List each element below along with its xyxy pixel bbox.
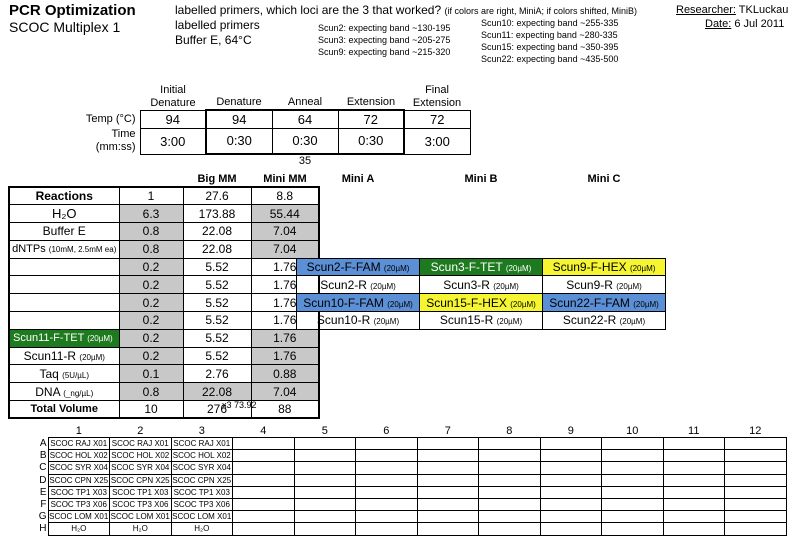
plate-well <box>602 511 664 523</box>
mini-row <box>297 258 666 276</box>
mix-cell: 0.2 <box>119 258 183 276</box>
mix-row <box>9 205 319 223</box>
plate-well: SCOC TP1 X03 <box>110 486 172 498</box>
plate-row-label: C <box>39 462 47 474</box>
plate-row <box>36 462 786 474</box>
page-title: PCR Optimization <box>9 2 136 19</box>
plate-well <box>602 462 664 474</box>
plate-well <box>663 450 725 462</box>
plate-well: SCOC RAJ X01 <box>171 438 233 450</box>
plate-well: SCOC HOL X02 <box>49 451 108 461</box>
plate-row-label: E <box>39 486 47 498</box>
plate-well: SCOC LOM X01 <box>172 512 232 522</box>
plate-well <box>417 474 479 486</box>
cycle-header-initial-denature: Initial Denature <box>150 83 196 109</box>
plate-well <box>540 511 602 523</box>
plate-row <box>36 511 786 523</box>
plate-col-header: 6 <box>383 425 390 437</box>
plate-col-header: 3 <box>198 425 205 437</box>
plate-well <box>417 498 479 510</box>
plate-well <box>417 523 479 535</box>
mini-cell: Scun2-R (20µM) <box>297 276 420 294</box>
plate-well: SCOC TP3 X06 <box>171 498 233 510</box>
mix-row <box>9 187 319 205</box>
plate-well <box>233 462 295 474</box>
plate-well: SCOC SYR X04 <box>49 463 108 473</box>
plate-well: H₂O <box>110 523 172 535</box>
plate-well: SCOC HOL X02 <box>111 451 170 461</box>
expectation-scun9: Scun9: expecting band ~215-320 <box>318 47 451 57</box>
plate-well <box>479 450 541 462</box>
expectations-left <box>318 22 450 58</box>
cycle-temp-row <box>72 110 470 128</box>
plate-row <box>36 486 786 498</box>
plate-well <box>540 462 602 474</box>
mini-cell: Scun9-R (20µM) <box>543 276 666 294</box>
plate-well <box>479 462 541 474</box>
mix-cell: 1.76 <box>251 276 319 294</box>
buffer-line: Buffer E, 64°C <box>175 33 252 47</box>
mini-cell: Scun10-F-FAM (20µM) <box>297 294 420 312</box>
plate-well <box>479 523 541 535</box>
plate-well <box>725 523 787 535</box>
plate-col-header: 4 <box>260 425 267 437</box>
plate-well <box>540 523 602 535</box>
plate-well: SCOC CPN X25 <box>49 475 109 485</box>
plate-well <box>294 450 356 462</box>
mix-cell: 0.2 <box>119 329 183 347</box>
expectations-right <box>481 17 618 65</box>
plate-well: SCOC TP3 X06 <box>48 498 110 510</box>
plate-well <box>479 498 541 510</box>
mix-cell: 0.2 <box>119 276 183 294</box>
mini-c-header: Mini C <box>587 173 621 185</box>
mix-row <box>9 294 319 312</box>
plate-well <box>356 438 418 450</box>
date-label: Date: <box>705 18 732 30</box>
mini-cell: Scun3-F-TET (20µM) <box>420 258 543 276</box>
expectation-scun3: Scun3: expecting band ~205-275 <box>318 35 451 45</box>
mix-cell: 5.52 <box>183 312 251 330</box>
plate-col-header: 9 <box>567 425 574 437</box>
plate-well <box>417 450 479 462</box>
plate-well <box>356 498 418 510</box>
temp-label: Temp (°C) <box>85 112 136 125</box>
plate-well <box>294 474 356 486</box>
plate-well <box>417 462 479 474</box>
temp-value: 94 <box>140 110 206 128</box>
plate-well <box>725 486 787 498</box>
plate-well <box>294 523 356 535</box>
plate-row-label: A <box>39 438 47 450</box>
plate-col-header: 8 <box>506 425 513 437</box>
plate-well <box>233 511 295 523</box>
mix-cell: 0.88 <box>251 365 319 383</box>
mix-cell: 22.08 <box>183 383 251 401</box>
mix-cell: 7.04 <box>251 223 319 241</box>
plate-well <box>602 438 664 450</box>
plate-header-row <box>36 425 786 438</box>
time-value: 0:30 <box>206 128 272 154</box>
mini-cell: Scun3-R (20µM) <box>420 276 543 294</box>
plate-row <box>36 498 786 510</box>
plate-well <box>294 486 356 498</box>
plate-well <box>356 486 418 498</box>
plate-well: SCOC TP1 X03 <box>171 486 233 498</box>
plate-well: SCOC LOM X01 <box>49 512 109 522</box>
plate-well <box>233 474 295 486</box>
mix-row-label: dNTPs (10mM, 2.5mM ea) <box>9 240 119 258</box>
mix-row <box>9 258 319 276</box>
cycle-time-row <box>72 128 470 154</box>
mini-cell: Scun22-R (20µM) <box>543 312 666 330</box>
mix-row-label <box>9 258 119 276</box>
plate-well <box>233 486 295 498</box>
plate-col-header: 5 <box>321 425 328 437</box>
plate-col-header: 12 <box>749 425 762 437</box>
mix-cell: 6.3 <box>119 205 183 223</box>
mix-row-label: Taq (5U/µL) <box>9 365 119 383</box>
mix-cell: 2.76 <box>183 365 251 383</box>
mini-row <box>297 276 666 294</box>
plate-well <box>602 486 664 498</box>
plate-col-header: 10 <box>626 425 639 437</box>
plate-well: SCOC TP3 X06 <box>110 498 172 510</box>
mix-cell: 173.88 <box>183 205 251 223</box>
question-note: (if colors are right, MiniA; if colors shifted, MiniB) <box>444 6 638 16</box>
mix-row-label: H₂O <box>9 205 119 223</box>
researcher <box>676 4 788 16</box>
mini-cell: Scun15-F-HEX (20µM) <box>420 294 543 312</box>
mix-header-row <box>9 171 319 187</box>
time-value: 3:00 <box>140 128 206 154</box>
plate-well <box>479 474 541 486</box>
mix-row-label <box>9 276 119 294</box>
plate-row-label: H <box>39 523 47 535</box>
plate-well: SCOC SYR X04 <box>111 463 170 473</box>
time-value: 0:30 <box>338 128 404 154</box>
mini-cell: Scun15-R (20µM) <box>420 312 543 330</box>
time-value: 3:00 <box>404 128 470 154</box>
mix-cell: 1.76 <box>251 294 319 312</box>
mix-row <box>9 223 319 241</box>
mix-cell: 0.8 <box>119 240 183 258</box>
expectation-scun11: Scun11: expecting band ~280-335 <box>481 30 618 40</box>
mix-cell: 22.08 <box>183 240 251 258</box>
plate-well <box>356 523 418 535</box>
mix-cell: 5.52 <box>183 258 251 276</box>
mix-cell: 5.52 <box>183 294 251 312</box>
time-label: Time (mm:ss) <box>95 128 136 153</box>
temp-value: 94 <box>206 110 272 128</box>
mix-row <box>9 401 319 419</box>
plate-well: SCOC RAJ X01 <box>110 438 172 450</box>
plate-well <box>417 511 479 523</box>
plate-well <box>663 438 725 450</box>
plate-well <box>540 486 602 498</box>
researcher-value: TKLuckau <box>738 4 789 16</box>
plate-row <box>36 438 786 450</box>
expectation-scun2: Scun2: expecting band ~130-195 <box>318 23 451 33</box>
cycle-count: 35 <box>298 155 312 167</box>
plate-well: H₂O <box>171 523 233 535</box>
plate-well <box>356 474 418 486</box>
plate-well <box>602 474 664 486</box>
plate-row-label: D <box>39 474 47 486</box>
cycle-header-final-extension: Final Extension <box>412 83 462 109</box>
mix-cell: 22.08 <box>183 223 251 241</box>
plate-well <box>540 498 602 510</box>
plate-well <box>725 474 787 486</box>
plate-well: SCOC HOL X02 <box>172 451 231 461</box>
plate-well <box>602 523 664 535</box>
plate-well <box>725 498 787 510</box>
mix-cell: 0.2 <box>119 312 183 330</box>
cycle-header-denature: Denature <box>216 96 262 108</box>
master-mix-table <box>8 171 320 419</box>
mini-cell: Scun10-R (20µM) <box>297 312 420 330</box>
mix-cell: 1.76 <box>251 312 319 330</box>
mix-row-label: Total Volume <box>9 401 119 419</box>
plate-well <box>294 498 356 510</box>
plate-well <box>663 511 725 523</box>
plate-well <box>663 474 725 486</box>
mix-row <box>9 347 319 365</box>
mix-cell: 5.52 <box>183 329 251 347</box>
plate-well: SCOC CPN X25 <box>110 475 170 485</box>
temp-value: 64 <box>272 110 338 128</box>
plate-row-label: B <box>39 450 47 462</box>
mix-row-label <box>9 312 119 330</box>
mix-cell: 7.04 <box>251 383 319 401</box>
mix-cell: 276 <box>183 401 251 419</box>
mix-cell: 0.2 <box>119 347 183 365</box>
plate-well <box>294 438 356 450</box>
plate-row <box>36 450 786 462</box>
plate-well: SCOC CPN X25 <box>172 475 232 485</box>
plate-well <box>725 438 787 450</box>
plate-well <box>540 450 602 462</box>
mix-cell: 88 <box>251 401 319 419</box>
temp-value: 72 <box>404 110 470 128</box>
mix-row <box>9 240 319 258</box>
mix-cell: 7.04 <box>251 240 319 258</box>
mix-cell: 0.8 <box>119 383 183 401</box>
mix-row-label: Reactions <box>9 187 119 205</box>
plate-well: SCOC SYR X04 <box>172 463 231 473</box>
expectation-scun15: Scun15: expecting band ~350-395 <box>481 42 619 52</box>
mix-cell: 1.76 <box>251 258 319 276</box>
plate-well: H₂O <box>48 523 110 535</box>
mix-cell: 55.44 <box>251 205 319 223</box>
plate-col-header: 1 <box>75 425 82 437</box>
mini-cell: Scun2-F-FAM (20µM) <box>297 258 420 276</box>
expectation-scun22: Scun22: expecting band ~435-500 <box>481 54 619 64</box>
mix-row-label: Scun11-R (20µM) <box>9 347 119 365</box>
plate-well <box>356 462 418 474</box>
mix-cell: 8.8 <box>251 187 319 205</box>
cycle-header-anneal: Anneal <box>287 96 323 108</box>
expectation-scun10: Scun10: expecting band ~255-335 <box>481 18 619 28</box>
mix-cell: 27.6 <box>183 187 251 205</box>
mini-cell: Scun9-F-HEX (20µM) <box>543 258 666 276</box>
time-value: 0:30 <box>272 128 338 154</box>
plate-well: SCOC RAJ X01 <box>48 438 110 450</box>
plate-row-label: F <box>40 499 47 511</box>
plate-well: SCOC LOM X01 <box>110 512 170 522</box>
date-value: 6 Jul 2011 <box>734 18 785 30</box>
mix-footnote: x3 73.92 <box>222 400 257 410</box>
plate-well <box>725 450 787 462</box>
plate-well <box>356 450 418 462</box>
plate-row-label: G <box>38 511 47 523</box>
mini-a-header: Mini A <box>341 173 375 185</box>
plate-col-header: 7 <box>444 425 451 437</box>
mix-row <box>9 276 319 294</box>
mix-row-label: Scun11-F-TET (20µM) <box>9 329 119 347</box>
mini-row <box>297 312 666 330</box>
mini-row <box>297 294 666 312</box>
plate-well <box>540 438 602 450</box>
question-line <box>175 3 637 17</box>
plate-well <box>233 523 295 535</box>
page-subtitle: SCOC Multiplex 1 <box>9 19 121 35</box>
plate-well <box>294 462 356 474</box>
plate-well <box>602 498 664 510</box>
mix-row <box>9 329 319 347</box>
mini-mm-header: Mini MM <box>263 172 307 185</box>
plate-col-header: 2 <box>137 425 144 437</box>
plate-well <box>663 486 725 498</box>
temp-value: 72 <box>338 110 404 128</box>
plate-well: SCOC TP1 X03 <box>48 486 110 498</box>
cycle-table <box>72 82 471 168</box>
plate-row <box>36 523 786 535</box>
plate-well <box>725 511 787 523</box>
mix-row <box>9 312 319 330</box>
plate-well <box>356 511 418 523</box>
plate-layout <box>36 425 787 536</box>
plate-col-header: 11 <box>688 425 700 437</box>
mix-cell: 0.8 <box>119 223 183 241</box>
mini-mix-table <box>296 171 666 330</box>
question-main: labelled primers, which loci are the 3 that worked? <box>175 3 442 17</box>
mix-row <box>9 365 319 383</box>
mix-row-label: DNA (_ng/µL) <box>9 383 119 401</box>
plate-well <box>417 438 479 450</box>
mix-cell: 0.2 <box>119 294 183 312</box>
mini-b-header: Mini B <box>464 173 498 185</box>
plate-well <box>663 462 725 474</box>
researcher-label: Researcher: <box>676 4 736 16</box>
plate-well <box>233 450 295 462</box>
mini-header-row <box>297 171 666 187</box>
plate-well <box>663 498 725 510</box>
mini-cell: Scun22-F-FAM (20µM) <box>543 294 666 312</box>
plate-well <box>479 511 541 523</box>
plate-well <box>417 486 479 498</box>
cycle-header-row <box>72 82 470 110</box>
plate-well <box>233 438 295 450</box>
plate-well <box>233 498 295 510</box>
mix-cell: 1 <box>119 187 183 205</box>
plate-row <box>36 474 786 486</box>
mix-row <box>9 383 319 401</box>
mix-row-label: Buffer E <box>9 223 119 241</box>
mix-cell: 1.76 <box>251 329 319 347</box>
mix-cell: 10 <box>119 401 183 419</box>
cycle-header-extension: Extension <box>346 96 396 108</box>
plate-well <box>479 438 541 450</box>
plate-well <box>294 511 356 523</box>
mix-row-label <box>9 294 119 312</box>
labelled-primers-line: labelled primers <box>175 18 260 32</box>
big-mm-header: Big MM <box>197 172 237 185</box>
mix-cell: 1.76 <box>251 347 319 365</box>
plate-well <box>540 474 602 486</box>
mix-cell: 0.1 <box>119 365 183 383</box>
plate-well <box>602 450 664 462</box>
date <box>705 18 784 30</box>
mix-cell: 5.52 <box>183 347 251 365</box>
plate-well <box>663 523 725 535</box>
plate-well <box>479 486 541 498</box>
mix-cell: 5.52 <box>183 276 251 294</box>
plate-well <box>725 462 787 474</box>
